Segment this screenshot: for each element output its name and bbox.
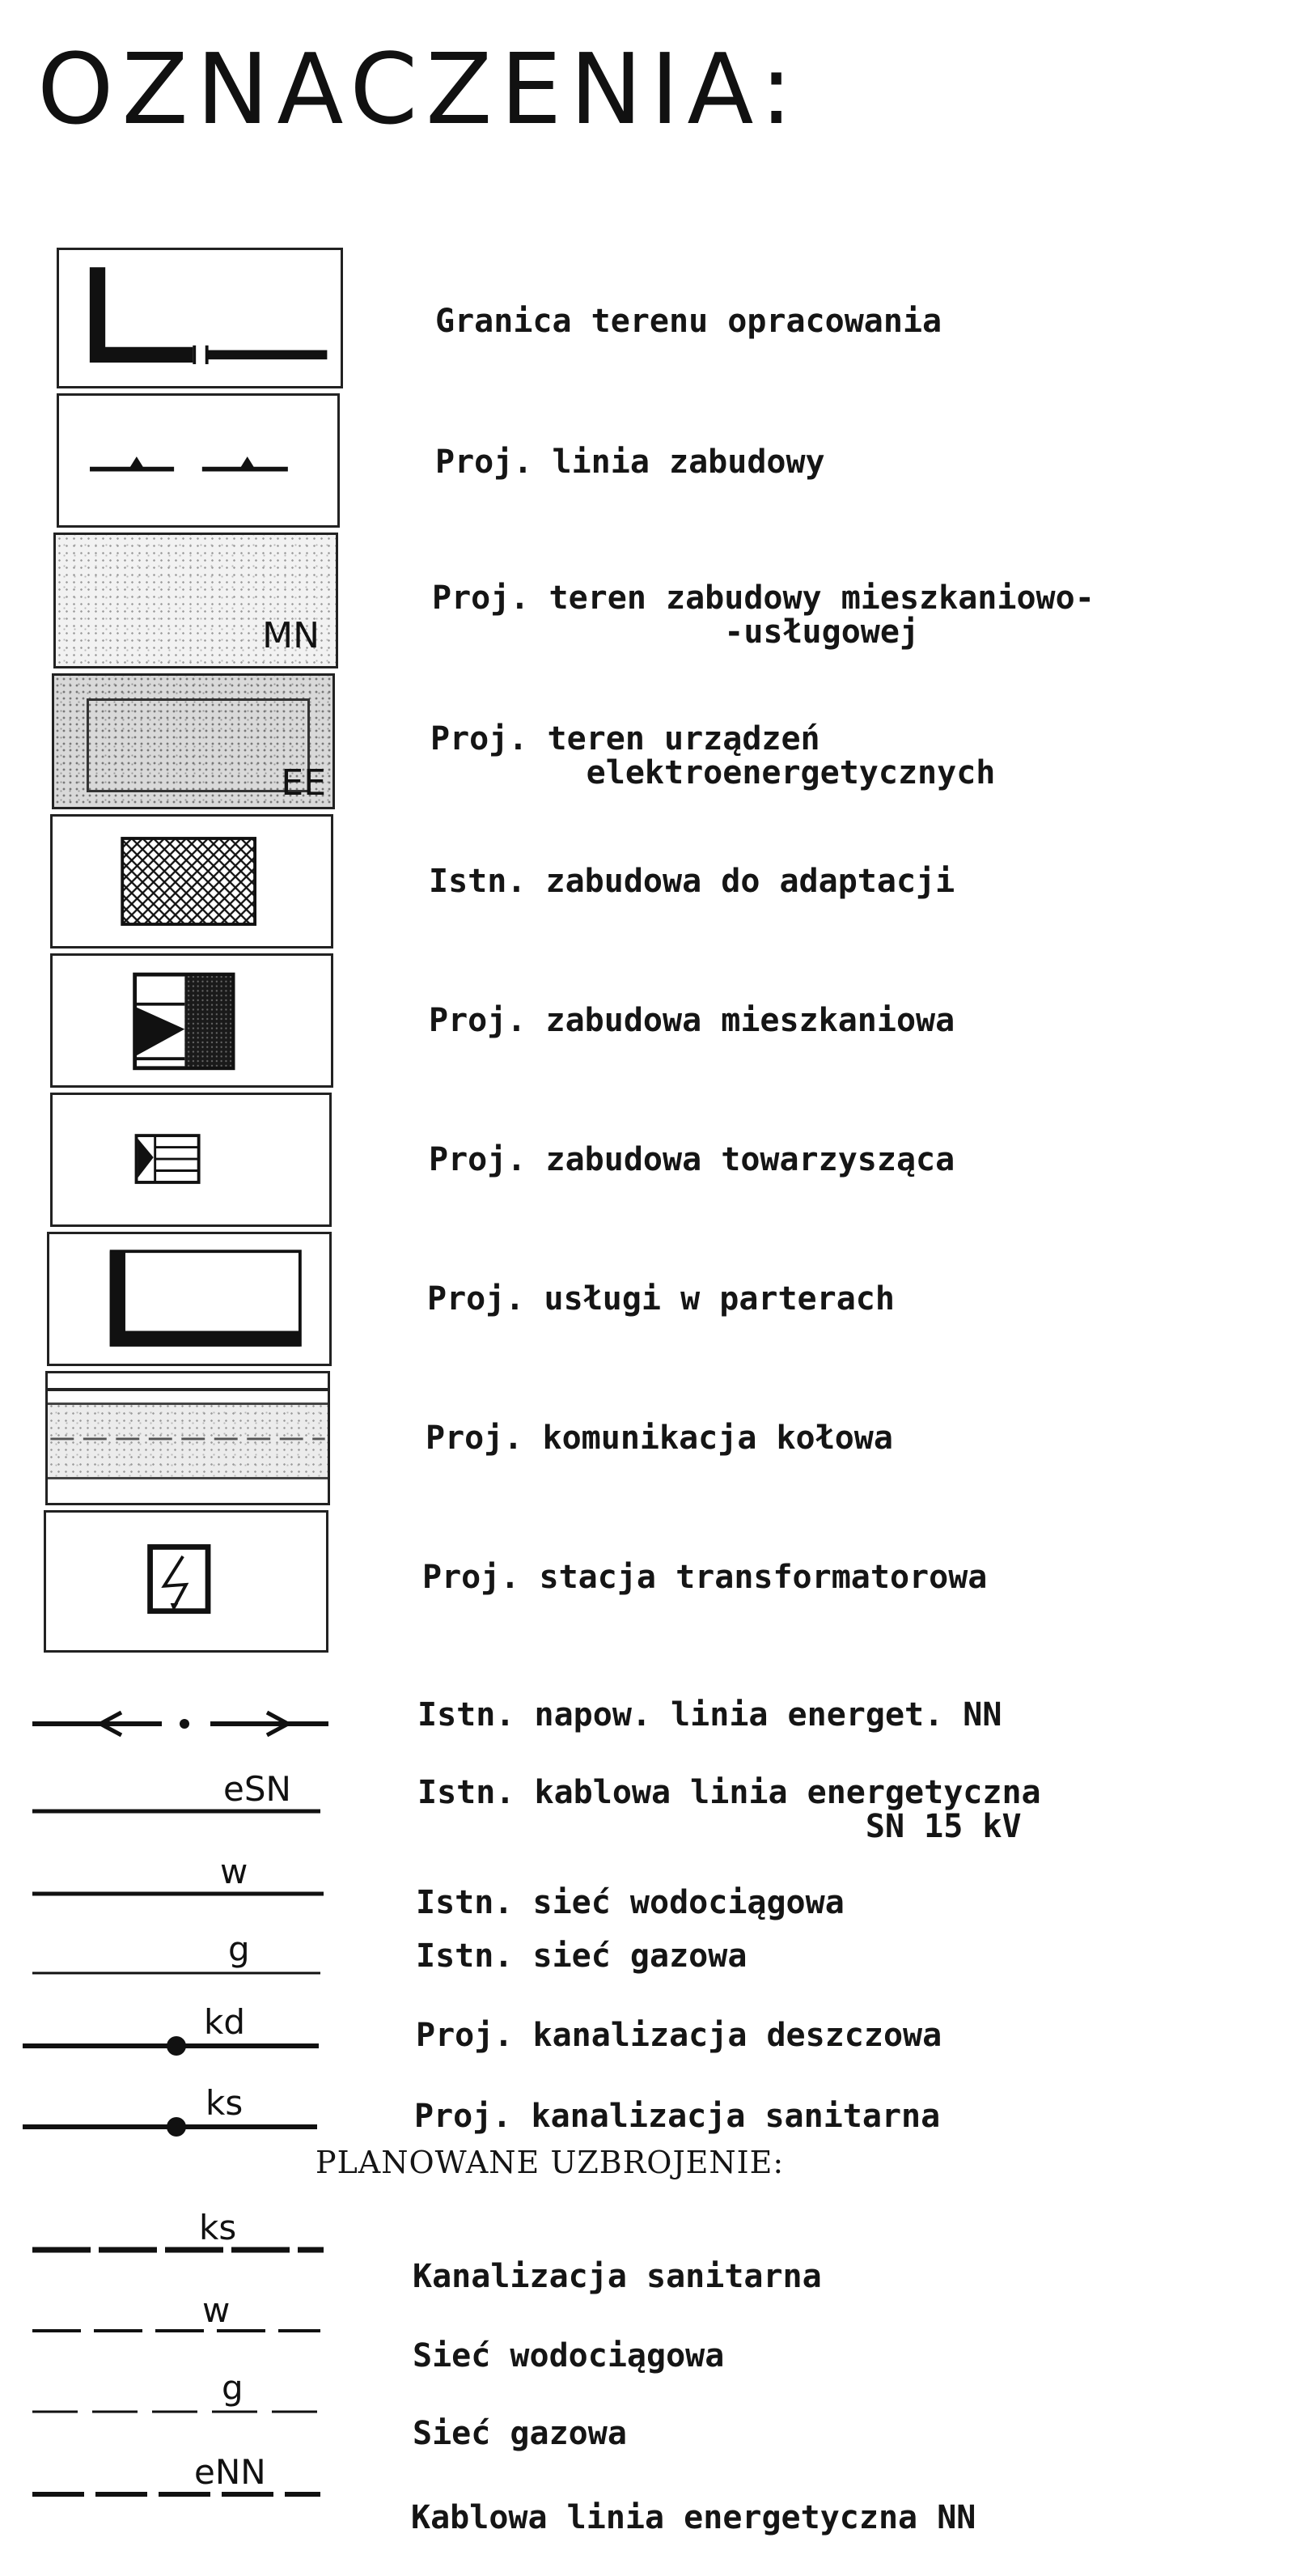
legend-label-water-line: Istn. sieć wodociągowa bbox=[416, 1884, 845, 1921]
legend-label-road: Proj. komunikacja kołowa bbox=[426, 1420, 893, 1457]
accompanying-building-symbol bbox=[50, 1093, 332, 1227]
legend-label-existing-building: Istn. zabudowa do adaptacji bbox=[429, 863, 955, 900]
road-symbol bbox=[45, 1371, 330, 1505]
legend-label-ground-floor-services: Proj. usługi w parterach bbox=[427, 1280, 895, 1318]
transformer-station-symbol bbox=[44, 1510, 328, 1653]
line-code-ks: ks bbox=[205, 2083, 244, 2123]
existing-building-symbol bbox=[50, 814, 333, 948]
sanitary-sewer-symbol bbox=[23, 2080, 330, 2145]
area-code-mn: MN bbox=[262, 615, 320, 656]
legend-label-rain-sewer: Proj. kanalizacja deszczowa bbox=[416, 2017, 942, 2054]
boundary-symbol bbox=[57, 248, 343, 388]
planned-sanitary-sewer-symbol bbox=[32, 2201, 332, 2266]
line-code-kd: kd bbox=[204, 2002, 245, 2042]
area-code-ee: EE bbox=[281, 762, 326, 804]
planned-gas-line-symbol bbox=[32, 2363, 332, 2428]
line-code-esn: eSN bbox=[223, 1769, 291, 1809]
legend-label-sanitary-sewer: Proj. kanalizacja sanitarna bbox=[414, 2098, 941, 2135]
legend-label-transformer-station: Proj. stacja transformatorowa bbox=[422, 1559, 988, 1596]
legend-label-residential-area: Proj. teren zabudowy mieszkaniowo- -usługowej bbox=[432, 579, 1095, 651]
legend-label-boundary: Granica terenu opracowania bbox=[435, 303, 942, 340]
planned-code-g: g bbox=[222, 2368, 244, 2408]
rain-sewer-symbol bbox=[23, 1999, 330, 2064]
ground-floor-services-symbol bbox=[47, 1232, 332, 1366]
residential-area-symbol bbox=[53, 533, 338, 668]
residential-building-symbol bbox=[50, 953, 333, 1088]
cable-line-sn-symbol bbox=[32, 1764, 332, 1829]
legend-title: OZNACZENIA: bbox=[37, 34, 801, 146]
planned-code-enn: eNN bbox=[194, 2452, 266, 2492]
legend-label-planned-sanitary-sewer: Kanalizacja sanitarna bbox=[413, 2258, 822, 2295]
building-line-symbol bbox=[57, 393, 340, 528]
gas-line-symbol bbox=[32, 1926, 332, 1991]
line-code-g: g bbox=[228, 1929, 250, 1969]
legend-label-planned-cable-line-nn: Kablowa linia energetyczna NN bbox=[411, 2499, 976, 2536]
planned-utilities-heading: PLANOWANE UZBROJENIE: bbox=[316, 2145, 785, 2180]
planned-code-ks: ks bbox=[199, 2208, 237, 2247]
legend-label-gas-line: Istn. sieć gazowa bbox=[416, 1937, 748, 1975]
legend-label-overhead-line: Istn. napow. linia energet. NN bbox=[417, 1696, 1002, 1734]
planned-code-w: w bbox=[202, 2290, 231, 2330]
water-line-symbol bbox=[32, 1845, 332, 1910]
legend-label-accompanying-building: Proj. zabudowa towarzysząca bbox=[429, 1141, 955, 1178]
line-code-w: w bbox=[220, 1852, 248, 1891]
legend-label-cable-line-sn: Istn. kablowa linia energetyczna SN 15 kV bbox=[417, 1774, 1041, 1845]
legend-label-building-line: Proj. linia zabudowy bbox=[435, 443, 825, 481]
legend-label-energy-area: Proj. teren urządzeń elektroenergetycznych bbox=[430, 720, 996, 791]
planned-cable-line-nn-symbol bbox=[32, 2444, 332, 2509]
planned-water-line-symbol bbox=[32, 2282, 332, 2347]
energy-area-symbol bbox=[52, 673, 335, 809]
overhead-line-symbol bbox=[32, 1700, 332, 1748]
legend-label-residential-building: Proj. zabudowa mieszkaniowa bbox=[429, 1002, 955, 1039]
legend-label-planned-gas-line: Sieć gazowa bbox=[413, 2415, 627, 2452]
legend-label-planned-water-line: Sieć wodociągowa bbox=[413, 2337, 725, 2374]
